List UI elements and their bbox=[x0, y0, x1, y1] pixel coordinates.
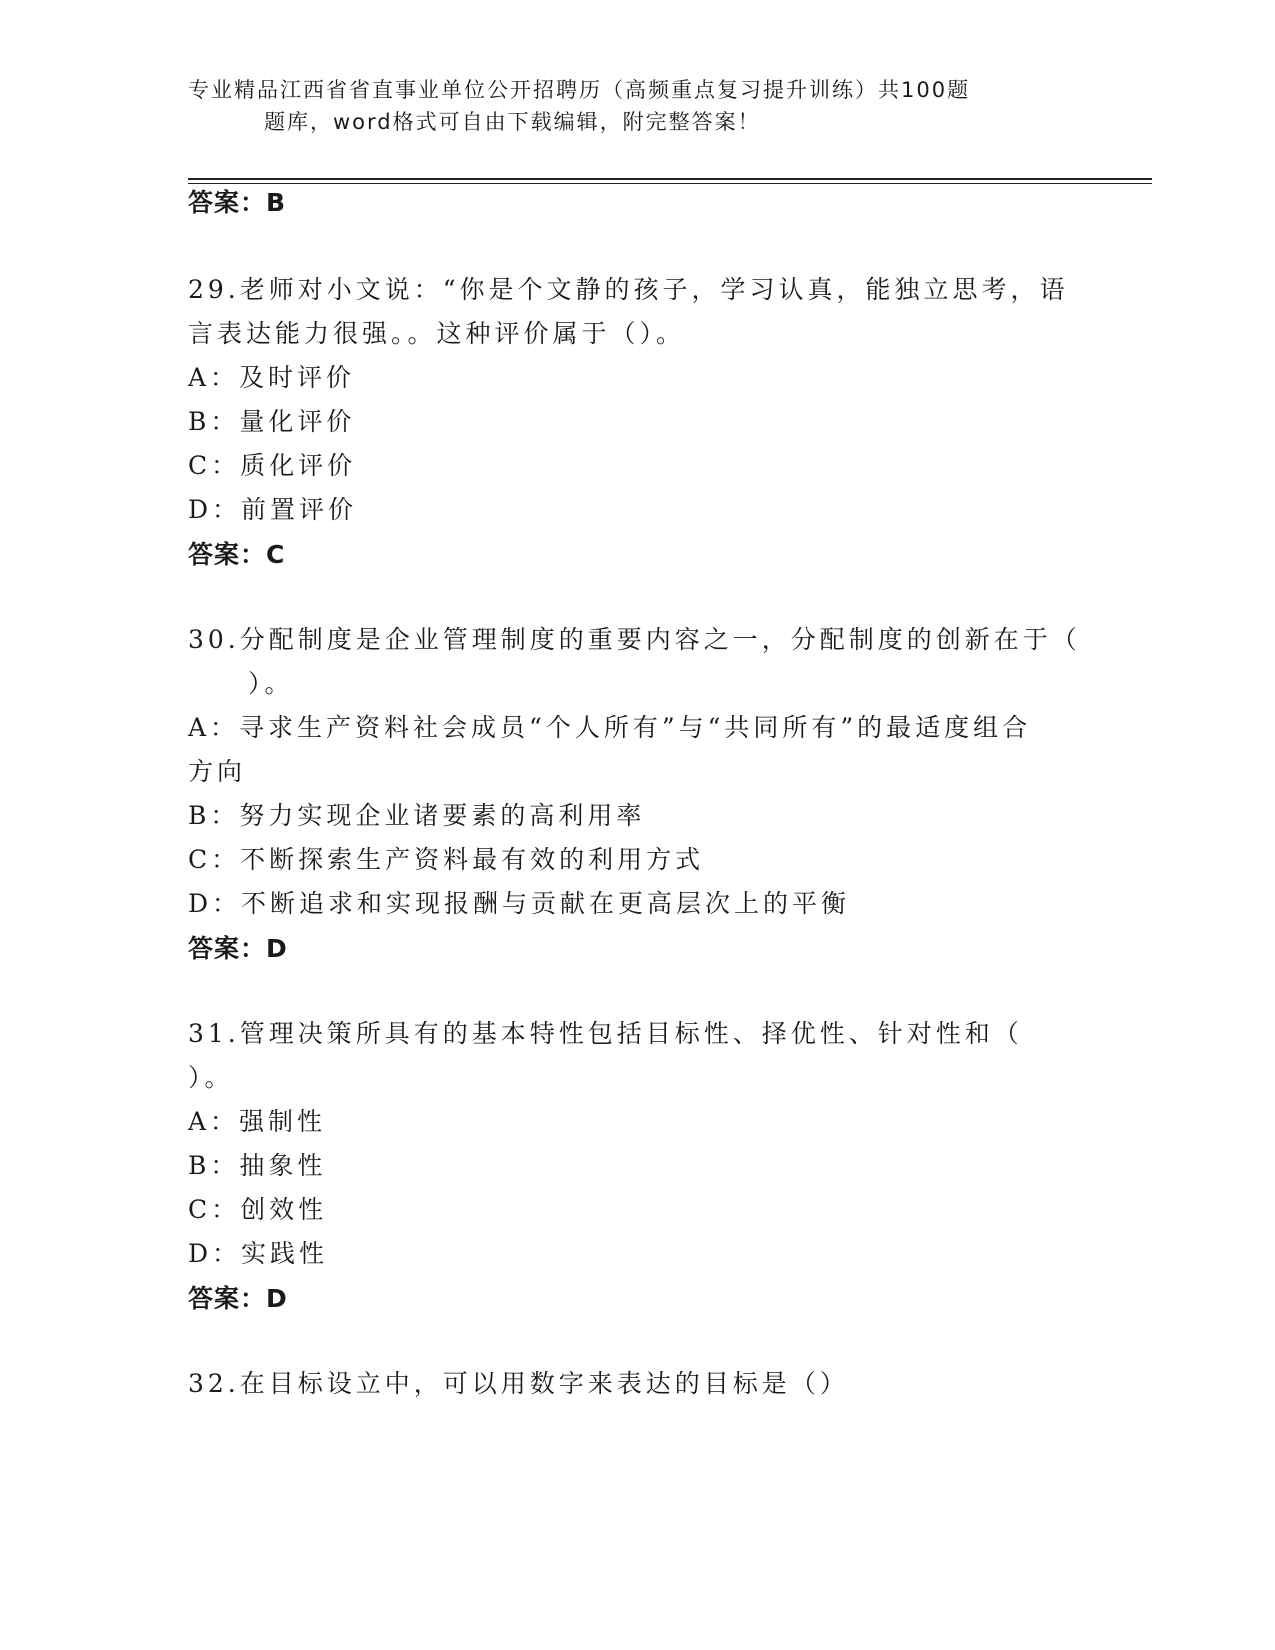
prev-answer: 答案：B bbox=[188, 188, 287, 217]
q30-option-a-cont: 方向 bbox=[188, 757, 247, 786]
document-header bbox=[188, 74, 1048, 138]
q31-answer: 答案：D bbox=[188, 1284, 288, 1313]
q30-option-c: C：不断探索生产资料最有效的利用方式 bbox=[188, 845, 705, 874]
q30-option-b: B：努力实现企业诸要素的高利用率 bbox=[188, 801, 646, 830]
q29-option-d: D：前置评价 bbox=[188, 495, 358, 524]
q30-option-a: A：寻求生产资料社会成员“个人所有”与“共同所有”的最适度组合 bbox=[188, 713, 1032, 742]
header-line-2: 题库，word格式可自由下载编辑，附完整答案！ bbox=[264, 110, 761, 134]
q30-stem-line-2: ）。 bbox=[248, 669, 294, 698]
header-divider-thin bbox=[188, 183, 1152, 184]
q31-option-c: C：创效性 bbox=[188, 1195, 328, 1224]
q29-option-c: C：质化评价 bbox=[188, 451, 357, 480]
q30-option-d: D：不断追求和实现报酬与贡献在更高层次上的平衡 bbox=[188, 889, 851, 918]
q31-option-d: D：实践性 bbox=[188, 1239, 329, 1268]
q31-option-b: B：抽象性 bbox=[188, 1151, 327, 1180]
q29-answer: 答案：C bbox=[188, 540, 286, 569]
q29-stem-line-2: 言表达能力很强。。这种评价属于（）。 bbox=[188, 319, 686, 348]
q31-option-a: A：强制性 bbox=[188, 1107, 327, 1136]
q29-option-b: B：量化评价 bbox=[188, 407, 356, 436]
header-divider-thick bbox=[188, 178, 1152, 180]
q29-option-a: A：及时评价 bbox=[188, 363, 356, 392]
q32-stem-line-1: 32.在目标设立中，可以用数字来表达的目标是（） bbox=[188, 1369, 849, 1398]
q30-answer: 答案：D bbox=[188, 934, 288, 963]
q31-stem-line-1: 31.管理决策所具有的基本特性包括目标性、择优性、针对性和（ bbox=[188, 1019, 1023, 1048]
q29-stem-line-1: 29.老师对小文说：“你是个文静的孩子，学习认真，能独立思考，语 bbox=[188, 275, 1069, 304]
q30-stem-line-1: 30.分配制度是企业管理制度的重要内容之一，分配制度的创新在于（ bbox=[188, 625, 1081, 654]
header-line-1: 专业精品江西省省直事业单位公开招聘历（高频重点复习提升训练）共100题 bbox=[188, 78, 971, 102]
q31-stem-line-2: ）。 bbox=[188, 1063, 234, 1092]
